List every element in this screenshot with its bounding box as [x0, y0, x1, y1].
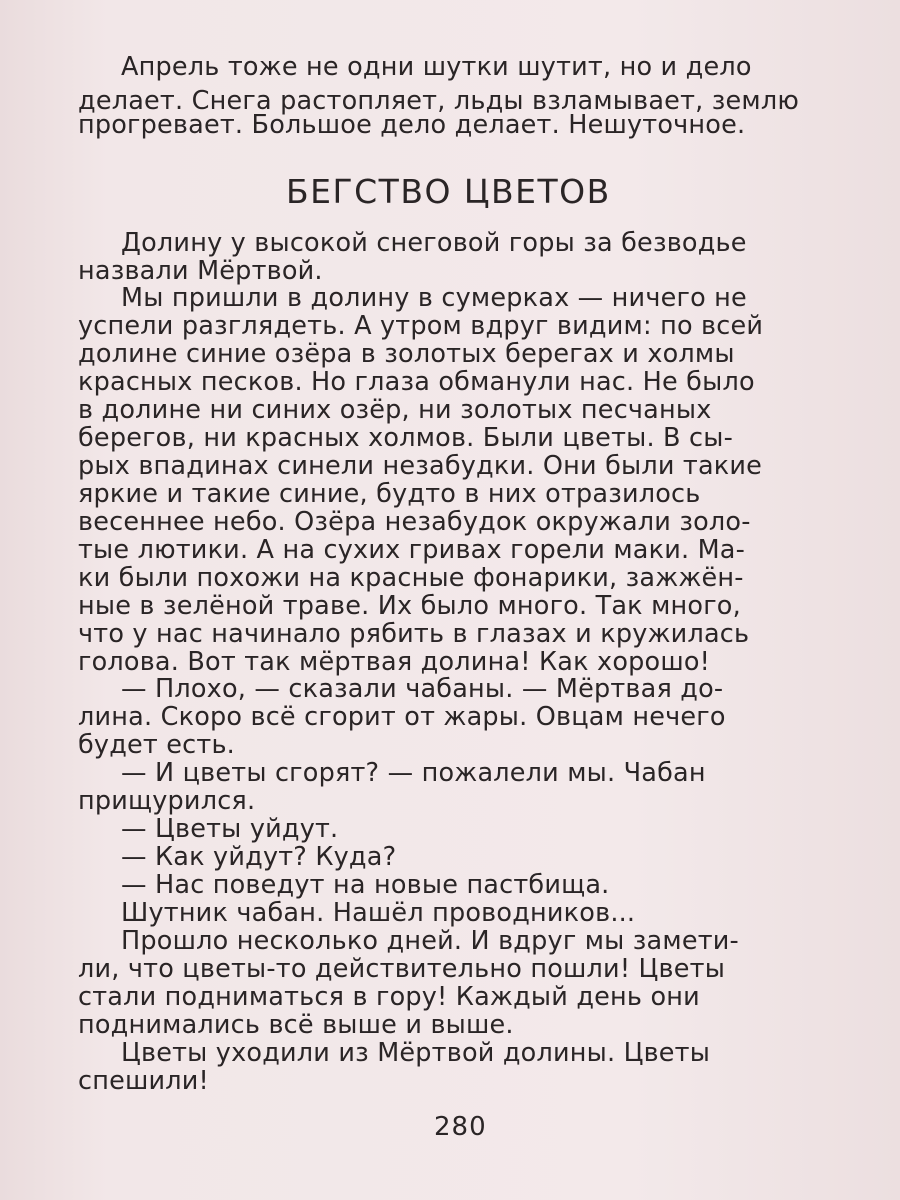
body-line-24: — Нас поведут на новые пастбища.	[121, 870, 610, 900]
body-line-15: что у нас начинало рябить в глазах и кружилась	[78, 619, 750, 649]
body-line-10: яркие и такие синие, будто в них отразилось	[78, 479, 701, 509]
body-line-9: рых впадинах синели незабудки. Они были такие	[78, 451, 763, 481]
body-line-1: Долину у высокой снеговой горы за безводье	[121, 228, 747, 258]
body-line-5: долине синие озёра в золотых берегах и холмы	[78, 339, 735, 369]
body-line-21: прищурился.	[78, 786, 256, 816]
body-line-20: — И цветы сгорят? — пожалели мы. Чабан	[121, 758, 706, 788]
intro-line-3: прогревает. Большое дело делает. Нешуточное.	[78, 110, 746, 140]
body-line-17: — Плохо, — сказали чабаны. — Мёртвая до-	[121, 674, 724, 704]
page-number: 280	[434, 1112, 487, 1142]
body-line-2: назвали Мёртвой.	[78, 256, 323, 286]
body-line-27: ли, что цветы-то действительно пошли! Цветы	[78, 954, 726, 984]
intro-line-1: Апрель тоже не одни шутки шутит, но и дело	[121, 52, 752, 82]
body-line-13: ки были похожи на красные фонарики, зажжён-	[78, 563, 744, 593]
section-title: БЕГСТВО ЦВЕТОВ	[286, 172, 611, 211]
body-line-7: в долине ни синих озёр, ни золотых песчаных	[78, 395, 712, 425]
body-line-3: Мы пришли в долину в сумерках — ничего не	[121, 283, 747, 313]
body-line-19: будет есть.	[78, 730, 235, 760]
body-line-31: спешили!	[78, 1066, 209, 1096]
body-line-23: — Как уйдут? Куда?	[121, 842, 397, 872]
body-line-8: берегов, ни красных холмов. Были цветы. В сы-	[78, 423, 734, 453]
body-line-18: лина. Скоро всё сгорит от жары. Овцам нечего	[78, 702, 726, 732]
body-line-6: красных песков. Но глаза обманули нас. Не было	[78, 367, 755, 397]
body-line-26: Прошло несколько дней. И вдруг мы замети-	[121, 926, 739, 956]
body-line-16: голова. Вот так мёртвая долина! Как хорошо!	[78, 647, 711, 677]
body-line-14: ные в зелёной траве. Их было много. Так много,	[78, 591, 741, 621]
body-line-22: — Цветы уйдут.	[121, 814, 339, 844]
body-line-25: Шутник чабан. Нашёл проводников...	[121, 898, 636, 928]
body-line-4: успели разглядеть. А утром вдруг видим: по всей	[78, 311, 764, 341]
body-line-11: весеннее небо. Озёра незабудок окружали золо-	[78, 507, 751, 537]
body-line-30: Цветы уходили из Мёртвой долины. Цветы	[121, 1038, 711, 1068]
body-line-28: стали подниматься в гору! Каждый день они	[78, 982, 700, 1012]
body-line-29: поднимались всё выше и выше.	[78, 1010, 514, 1040]
body-line-12: тые лютики. А на сухих гривах горели маки. Ма-	[78, 535, 746, 565]
intro-line-2: делает. Снега растопляет, льды взламывает, землю	[78, 86, 799, 116]
